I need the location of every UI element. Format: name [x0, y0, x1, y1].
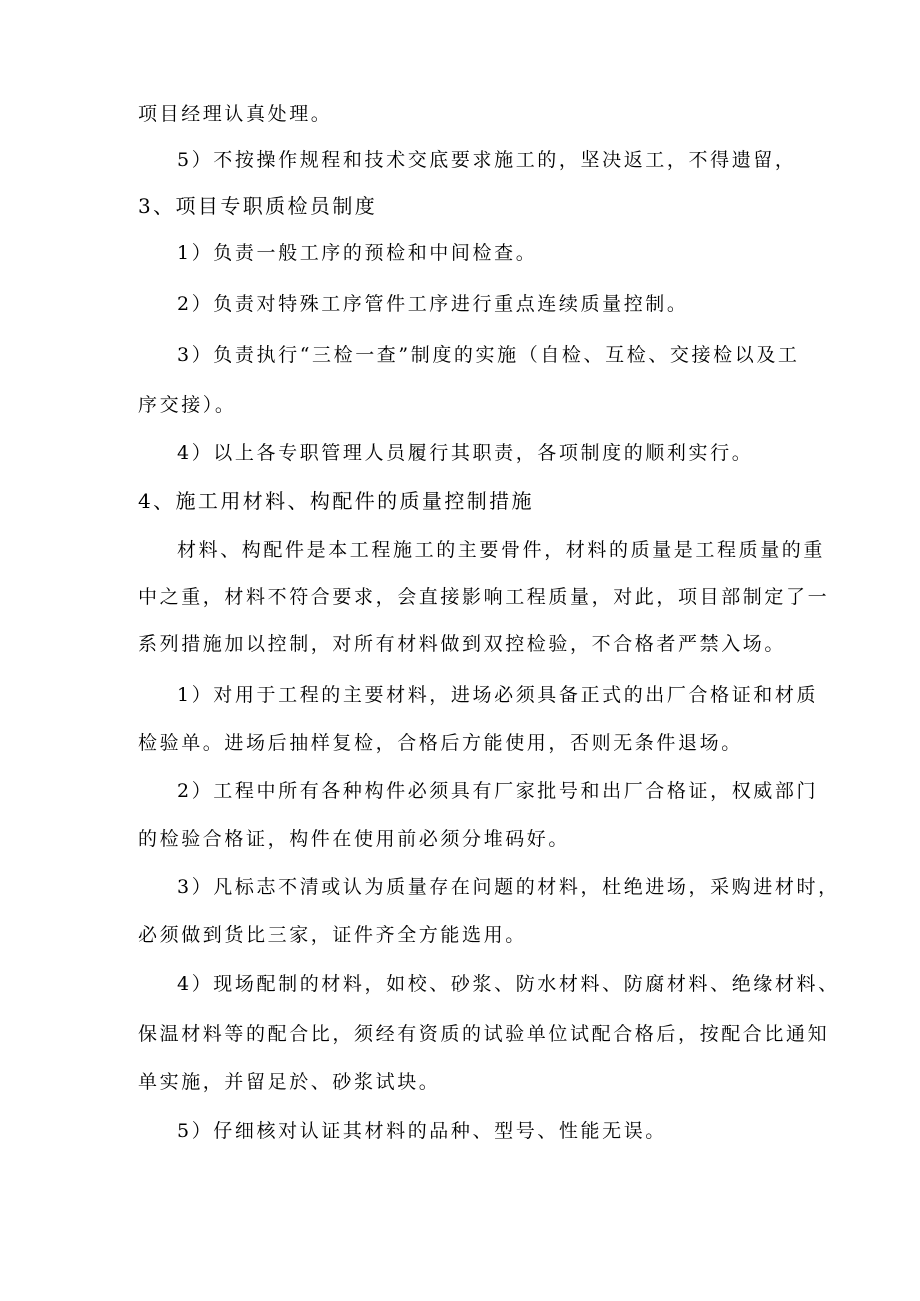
text-line: 5）仔细核对认证其材料的品种、型号、性能无误。 — [177, 1120, 667, 1142]
text-line: 3）凡标志不清或认为质量存在问题的材料，杜绝进场，采购进材时， — [177, 876, 840, 898]
text-line: 2）工程中所有各种构件必须具有厂家批号和出厂合格证，权威部门 — [177, 780, 819, 802]
text-line: 2）负责对特殊工序管件工序进行重点连续质量控制。 — [177, 293, 689, 315]
text-line: 1）负责一般工序的预检和中间检查。 — [177, 242, 538, 264]
text-line: 单实施，并留足於、砂浆试块。 — [138, 1071, 441, 1093]
text-line: 保温材料等的配合比，须经有资质的试验单位试配合格后，按配合比通知 — [138, 1023, 830, 1045]
text-line: 5）不按操作规程和技术交底要求施工的，坚决返工，不得遗留， — [177, 149, 797, 171]
text-line: 项目经理认真处理。 — [138, 103, 333, 125]
text-line: 的检验合格证，构件在使用前必须分堆码好。 — [138, 828, 571, 850]
text-line: 材料、构配件是本工程施工的主要骨件，材料的质量是工程质量的重 — [177, 539, 826, 561]
text-line: 3）负责执行“三检一查”制度的实施（自检、互检、交接检以及工 — [177, 344, 800, 366]
text-line: 中之重，材料不符合要求，会直接影响工程质量，对此，项目部制定了一 — [138, 586, 830, 608]
text-line: 必须做到货比三家，证件齐全方能选用。 — [138, 924, 527, 946]
section-heading: 4、施工用材料、构配件的质量控制措施 — [138, 489, 534, 513]
text-line: 4）现场配制的材料，如校、砂浆、防水材料、防腐材料、绝缘材料、 — [177, 973, 840, 995]
text-line: 1）对用于工程的主要材料，进场必须具备正式的出厂合格证和材质 — [177, 684, 819, 706]
text-line: 4）以上各专职管理人员履行其职责，各项制度的顺利实行。 — [177, 442, 754, 464]
section-heading: 3、项目专职质检员制度 — [138, 194, 378, 218]
text-line: 序交接）。 — [138, 394, 237, 416]
text-line: 检验单。进场后抽样复检，合格后方能使用，否则无条件退场。 — [138, 732, 743, 754]
text-line: 系列措施加以控制，对所有材料做到双控检验，不合格者严禁入场。 — [138, 633, 787, 655]
